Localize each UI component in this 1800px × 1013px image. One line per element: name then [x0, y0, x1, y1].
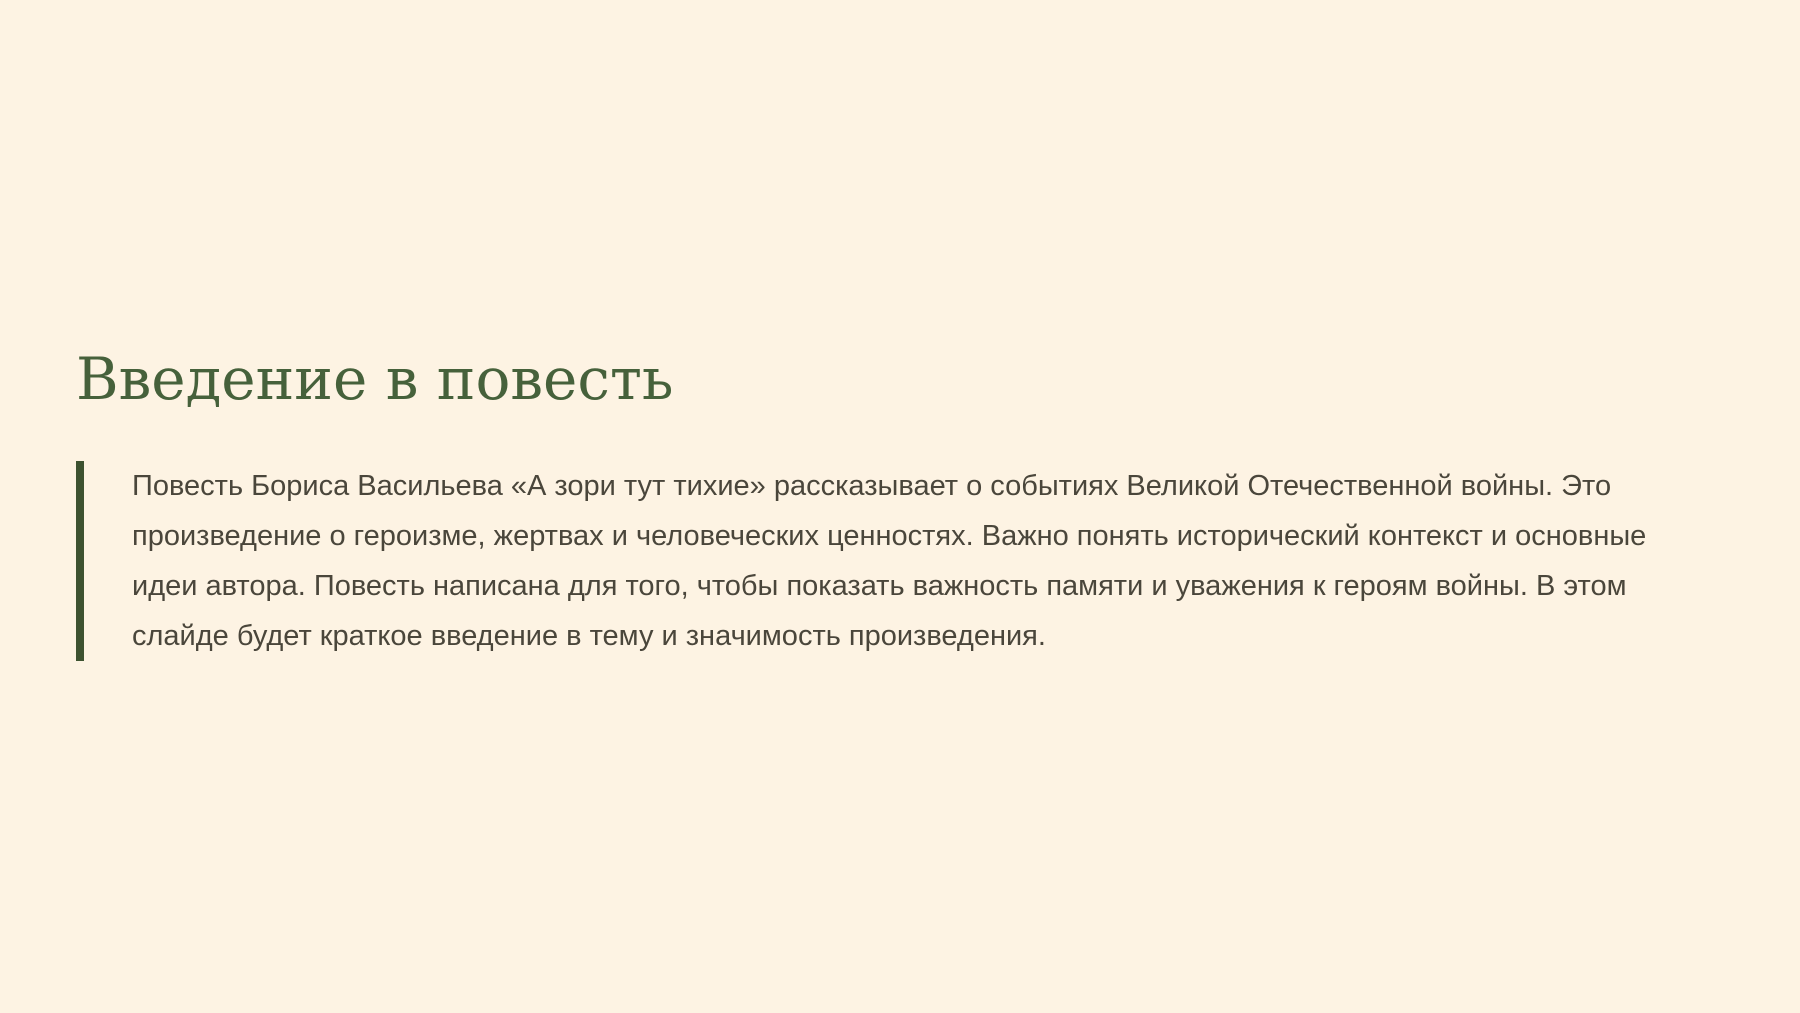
intro-blockquote: [76, 461, 1800, 661]
accent-bar: [76, 461, 84, 661]
intro-paragraph: Повесть Бориса Васильева «А зори тут тихие» рассказывает о событиях Великой Отечественной войны. Это произведение о героизме, жертвах и человеческих ценностях. Важно понять исторический контекст и основные идеи автора. Повесть написана для того, чтобы показать важность памяти и уважения к героям войны. В этом слайде будет краткое введение в тему и значимость произведения.: [132, 469, 1647, 652]
slide-title: Введение в повесть: [76, 345, 674, 413]
